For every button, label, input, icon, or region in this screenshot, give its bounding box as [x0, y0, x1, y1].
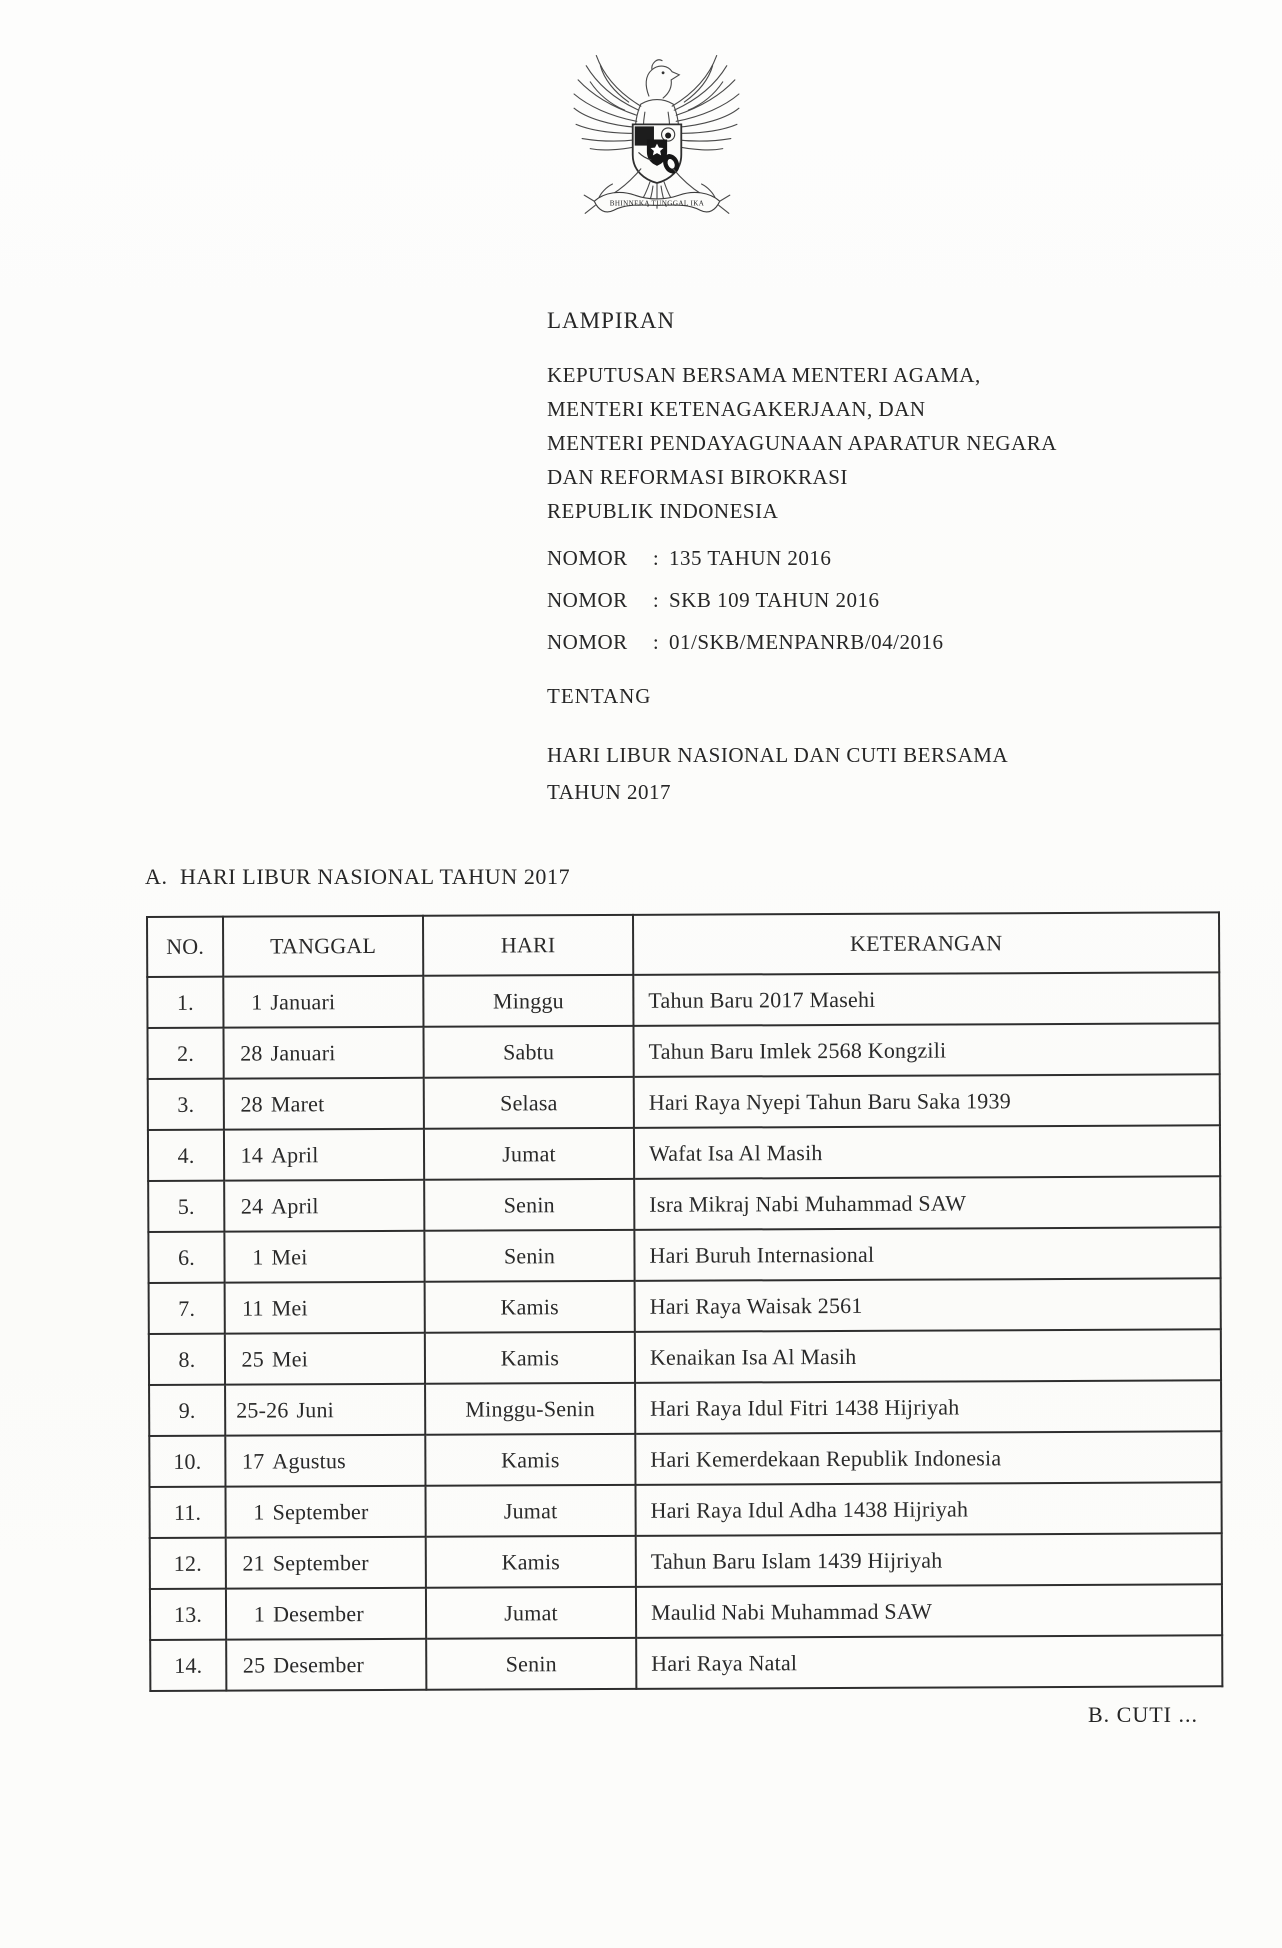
- cell-keterangan: Hari Kemerdekaan Republik Indonesia: [635, 1431, 1221, 1485]
- date-day: 1: [253, 1498, 265, 1525]
- date-month: Desember: [272, 1600, 364, 1626]
- lampiran-label: LAMPIRAN: [547, 308, 676, 333]
- cell-no: 14.: [150, 1640, 226, 1691]
- table-row: [149, 1380, 1221, 1436]
- table-row: [148, 1125, 1220, 1181]
- issuer-line: REPUBLIK INDONESIA: [547, 499, 779, 523]
- cell-no: 10.: [149, 1436, 225, 1487]
- table-row: [148, 1074, 1220, 1130]
- cell-hari: Kamis: [425, 1332, 635, 1384]
- cell-tanggal: [226, 1537, 426, 1589]
- cell-tanggal: [225, 1384, 425, 1436]
- date-month: September: [272, 1549, 369, 1575]
- cell-tanggal: [225, 1282, 425, 1334]
- cell-hari: Kamis: [425, 1434, 635, 1486]
- cell-hari: Kamis: [426, 1536, 636, 1588]
- nomor-row: [547, 630, 1127, 672]
- cell-tanggal: [225, 1486, 425, 1538]
- table-row: [149, 1329, 1221, 1385]
- cell-tanggal: [226, 1588, 426, 1640]
- table-row: [150, 1635, 1222, 1691]
- cell-hari: Senin: [426, 1638, 636, 1690]
- issuer-line: MENTERI KETENAGAKERJAAN, DAN: [547, 397, 926, 421]
- left-wing: [574, 56, 641, 150]
- garuda-pancasila-emblem: [568, 42, 745, 232]
- cell-no: 11.: [149, 1487, 225, 1538]
- header-no: NO.: [147, 917, 223, 977]
- cell-tanggal: [224, 1078, 424, 1130]
- subject-line: HARI LIBUR NASIONAL DAN CUTI BERSAMA: [547, 743, 1009, 767]
- cell-no: 5.: [148, 1181, 224, 1232]
- holiday-table-body: [147, 972, 1222, 1691]
- cell-tanggal: [224, 1231, 424, 1283]
- cell-keterangan: Hari Raya Nyepi Tahun Baru Saka 1939: [634, 1074, 1220, 1128]
- date-day: 25-26: [236, 1396, 289, 1423]
- cell-tanggal: [226, 1639, 426, 1691]
- issuer-block: [547, 358, 1127, 528]
- date-day: 14: [240, 1141, 264, 1168]
- nomor-label: NOMOR: [547, 588, 628, 612]
- nomor-value: SKB 109 TAHUN 2016: [669, 588, 880, 612]
- cell-keterangan: Tahun Baru Imlek 2568 Kongzili: [633, 1023, 1219, 1077]
- table-header-row: [147, 912, 1219, 977]
- cell-no: 3.: [148, 1079, 224, 1130]
- cell-no: 12.: [150, 1538, 226, 1589]
- date-day: 25: [241, 1345, 264, 1372]
- date-month: Maret: [270, 1090, 325, 1116]
- date-month: Mei: [271, 1345, 309, 1371]
- cell-hari: Jumat: [426, 1587, 636, 1639]
- cell-keterangan: Tahun Baru Islam 1439 Hijriyah: [636, 1533, 1222, 1587]
- cell-tanggal: [224, 1129, 424, 1181]
- cell-hari: Minggu-Senin: [425, 1383, 635, 1435]
- date-day: 24: [240, 1192, 264, 1219]
- cell-no: 9.: [149, 1385, 225, 1436]
- table-row: [148, 1227, 1220, 1283]
- cell-hari: Senin: [424, 1230, 634, 1282]
- date-day: 1: [252, 1243, 264, 1270]
- pancasila-shield: [633, 124, 682, 183]
- cell-hari: Minggu: [423, 975, 633, 1027]
- date-month: Januari: [270, 988, 336, 1014]
- date-day: 28: [240, 1039, 263, 1066]
- eagle-head: [646, 60, 679, 98]
- date-day: 25: [242, 1651, 266, 1678]
- decree-header-block: [547, 308, 1127, 811]
- table-row: [147, 972, 1219, 1028]
- issuer-line: KEPUTUSAN BERSAMA MENTERI AGAMA,: [547, 363, 981, 387]
- issuer-line: DAN REFORMASI BIROKRASI: [547, 465, 848, 489]
- table-row: [149, 1278, 1221, 1334]
- emblem-motto-text: BHINNEKA TUNGGAL IKA: [609, 199, 705, 208]
- nomor-separator: :: [652, 630, 660, 654]
- nomor-value: 01/SKB/MENPANRB/04/2016: [669, 630, 944, 654]
- nomor-row: [547, 588, 1127, 630]
- table-row: [148, 1176, 1220, 1232]
- table-row: [150, 1584, 1222, 1640]
- cell-no: 1.: [147, 977, 223, 1028]
- cell-keterangan: Hari Buruh Internasional: [634, 1227, 1220, 1281]
- header-tanggal: TANGGAL: [223, 916, 423, 977]
- section-title: HARI LIBUR NASIONAL TAHUN 2017: [180, 864, 571, 889]
- date-day: 1: [253, 1600, 266, 1627]
- cell-hari: Jumat: [425, 1485, 635, 1537]
- cell-keterangan: Hari Raya Idul Adha 1438 Hijriyah: [635, 1482, 1221, 1536]
- date-month: Agustus: [272, 1447, 346, 1473]
- cell-keterangan: Isra Mikraj Nabi Muhammad SAW: [634, 1176, 1220, 1230]
- cell-hari: Selasa: [424, 1077, 634, 1129]
- nomor-row: [547, 546, 1127, 588]
- cell-hari: Kamis: [425, 1281, 635, 1333]
- cell-no: 7.: [149, 1283, 225, 1334]
- date-month: Desember: [273, 1651, 365, 1677]
- nomor-separator: :: [652, 588, 660, 612]
- tentang-label: TENTANG: [547, 684, 652, 708]
- section-a-heading: [145, 864, 570, 890]
- date-month: September: [272, 1498, 369, 1524]
- date-month: Januari: [270, 1039, 336, 1065]
- date-day: 1: [251, 988, 263, 1015]
- subject-block: [547, 737, 1127, 811]
- table-row: [149, 1482, 1221, 1538]
- cell-tanggal: [223, 976, 423, 1028]
- date-day: 11: [242, 1294, 264, 1321]
- cell-no: 2.: [147, 1028, 223, 1079]
- date-month: Mei: [271, 1243, 308, 1269]
- cell-keterangan: Wafat Isa Al Masih: [634, 1125, 1220, 1179]
- nomor-label: NOMOR: [547, 546, 628, 570]
- cell-keterangan: Hari Raya Natal: [636, 1635, 1222, 1689]
- cell-tanggal: [224, 1180, 424, 1232]
- cell-keterangan: Kenaikan Isa Al Masih: [635, 1329, 1221, 1383]
- subject-line: TAHUN 2017: [547, 780, 672, 804]
- cell-no: 4.: [148, 1130, 224, 1181]
- nomor-value: 135 TAHUN 2016: [669, 546, 832, 570]
- cell-tanggal: [225, 1333, 425, 1385]
- cell-keterangan: Maulid Nabi Muhammad SAW: [636, 1584, 1222, 1638]
- cell-tanggal: [225, 1435, 425, 1487]
- date-month: April: [271, 1192, 319, 1218]
- section-marker: A.: [145, 864, 168, 889]
- header-keterangan: KETERANGAN: [633, 912, 1219, 975]
- table-row: [149, 1431, 1221, 1487]
- cell-hari: Senin: [424, 1179, 634, 1231]
- cell-keterangan: Hari Raya Idul Fitri 1438 Hijriyah: [635, 1380, 1221, 1434]
- table-row: [150, 1533, 1222, 1589]
- cell-keterangan: Tahun Baru 2017 Masehi: [633, 972, 1219, 1026]
- cell-no: 8.: [149, 1334, 225, 1385]
- nomor-separator: :: [652, 546, 660, 570]
- cell-hari: Jumat: [424, 1128, 634, 1180]
- date-month: April: [270, 1141, 319, 1167]
- date-day: 21: [242, 1549, 265, 1576]
- header-hari: HARI: [423, 915, 633, 976]
- cell-keterangan: Hari Raya Waisak 2561: [635, 1278, 1221, 1332]
- nomor-label: NOMOR: [547, 630, 628, 654]
- table-row: [147, 1023, 1219, 1079]
- nomor-block: [547, 546, 1127, 672]
- date-day: 17: [241, 1447, 265, 1474]
- date-day: 28: [240, 1090, 263, 1117]
- continuation-note: B. CUTI ...: [1088, 1702, 1198, 1727]
- holiday-table-wrap: [146, 911, 1223, 1692]
- cell-no: 13.: [150, 1589, 226, 1640]
- date-month: Juni: [296, 1396, 335, 1422]
- holiday-table: [146, 911, 1223, 1692]
- issuer-line: MENTERI PENDAYAGUNAAN APARATUR NEGARA: [547, 431, 1057, 455]
- cell-no: 6.: [148, 1232, 224, 1283]
- cell-tanggal: [223, 1027, 423, 1079]
- cell-hari: Sabtu: [423, 1026, 633, 1078]
- date-month: Mei: [271, 1294, 308, 1320]
